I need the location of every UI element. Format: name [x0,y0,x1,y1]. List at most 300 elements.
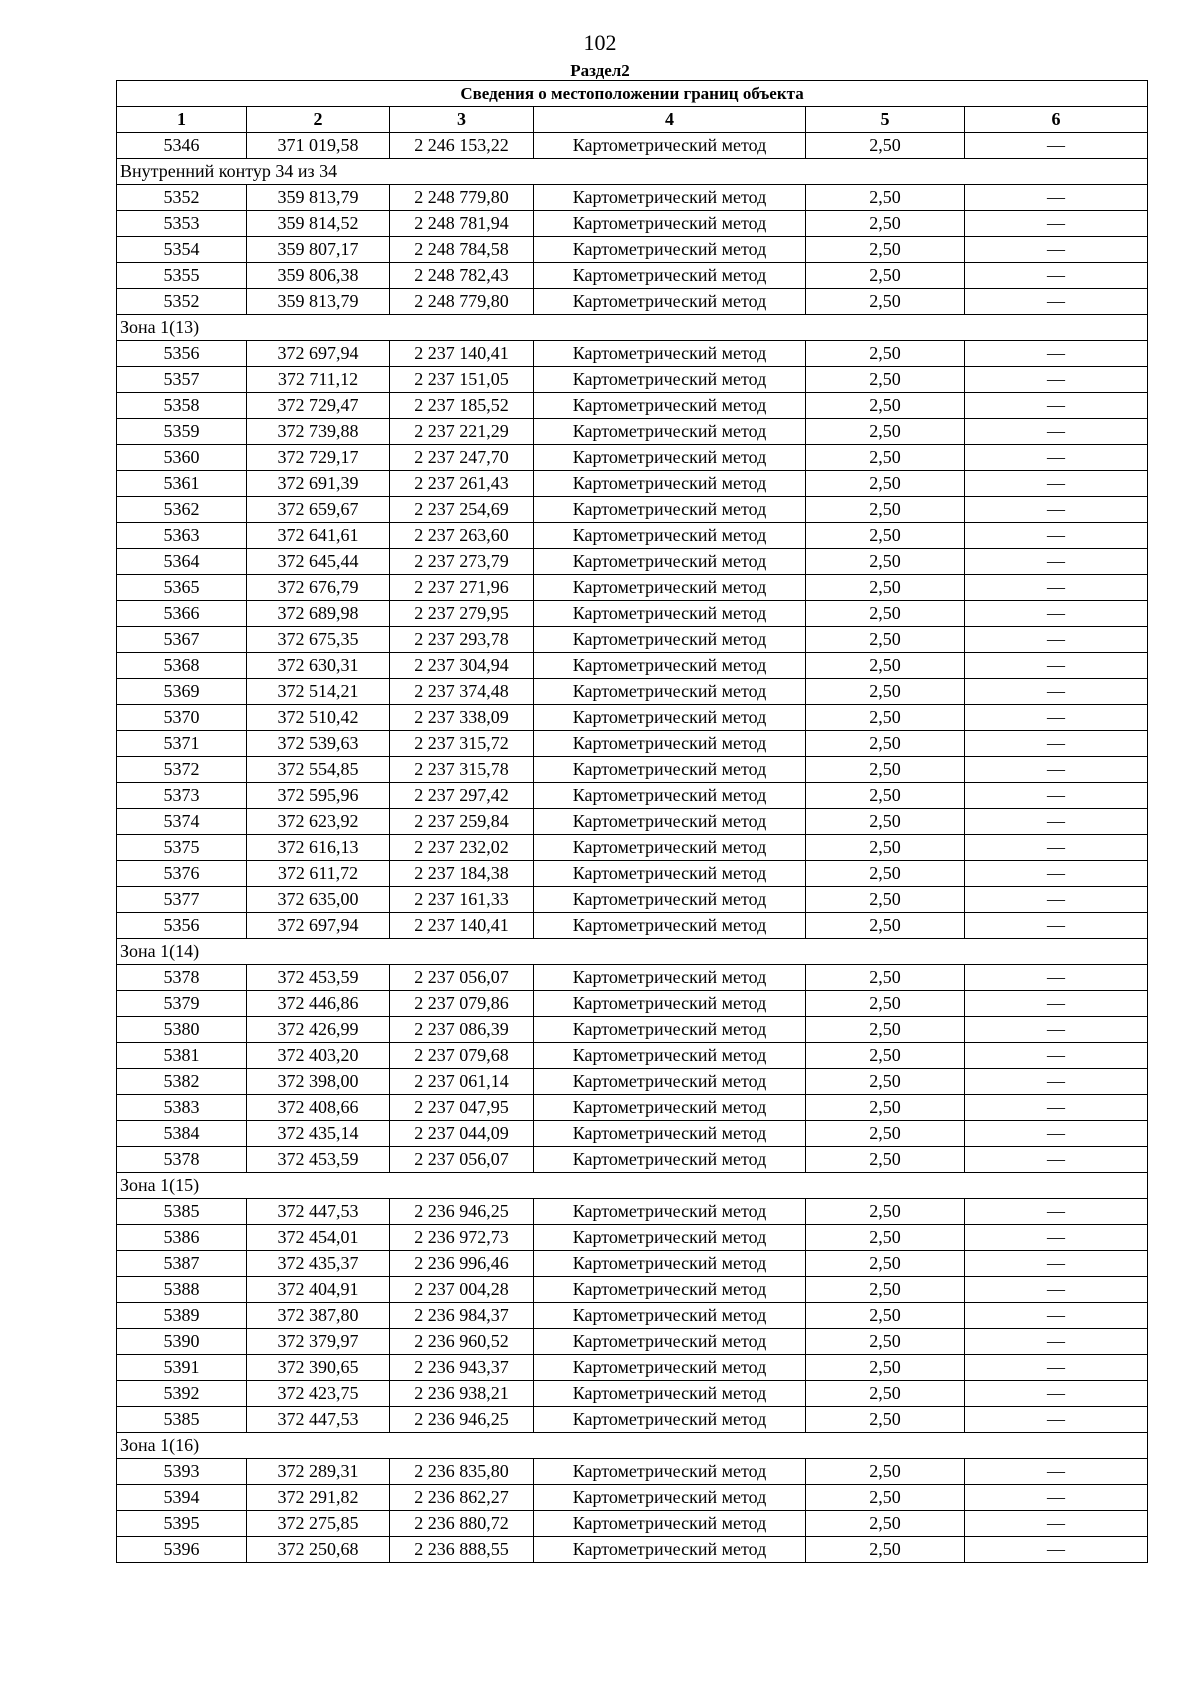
point-number-cell: 5378 [117,965,247,991]
accuracy-cell: 2,50 [806,1329,965,1355]
table-row [117,1303,1148,1329]
note-cell: — [965,1407,1148,1433]
table-row [117,1485,1148,1511]
x-coordinate-cell: 372 403,20 [247,1043,390,1069]
table-row [117,237,1148,263]
y-coordinate-cell: 2 248 779,80 [390,185,534,211]
y-coordinate-cell: 2 237 056,07 [390,965,534,991]
x-coordinate-cell: 372 676,79 [247,575,390,601]
x-coordinate-cell: 372 691,39 [247,471,390,497]
table-row [117,731,1148,757]
accuracy-cell: 2,50 [806,1095,965,1121]
x-coordinate-cell: 372 630,31 [247,653,390,679]
table-row [117,757,1148,783]
accuracy-cell: 2,50 [806,497,965,523]
y-coordinate-cell: 2 237 315,78 [390,757,534,783]
method-cell: Картометрический метод [534,1251,806,1277]
note-cell: — [965,653,1148,679]
method-cell: Картометрический метод [534,1095,806,1121]
point-number-cell: 5389 [117,1303,247,1329]
group-label: Зона 1(15) [117,1173,1148,1199]
point-number-cell: 5372 [117,757,247,783]
x-coordinate-cell: 372 595,96 [247,783,390,809]
point-number-cell: 5353 [117,211,247,237]
point-number-cell: 5392 [117,1381,247,1407]
table-row [117,653,1148,679]
y-coordinate-cell: 2 248 782,43 [390,263,534,289]
note-cell: — [965,783,1148,809]
section-title: Раздел2 [570,61,630,80]
y-coordinate-cell: 2 237 254,69 [390,497,534,523]
x-coordinate-cell: 372 616,13 [247,835,390,861]
method-cell: Картометрический метод [534,289,806,315]
table-row [117,211,1148,237]
x-coordinate-cell: 372 408,66 [247,1095,390,1121]
accuracy-cell: 2,50 [806,1381,965,1407]
y-coordinate-cell: 2 236 946,25 [390,1407,534,1433]
note-cell: — [965,523,1148,549]
y-coordinate-cell: 2 237 047,95 [390,1095,534,1121]
point-number-cell: 5356 [117,913,247,939]
method-cell: Картометрический метод [534,913,806,939]
point-number-cell: 5368 [117,653,247,679]
note-cell: — [965,913,1148,939]
group-header-row [117,159,1148,185]
method-cell: Картометрический метод [534,575,806,601]
x-coordinate-cell: 359 813,79 [247,185,390,211]
method-cell: Картометрический метод [534,1459,806,1485]
x-coordinate-cell: 372 659,67 [247,497,390,523]
accuracy-cell: 2,50 [806,887,965,913]
method-cell: Картометрический метод [534,1537,806,1563]
column-number-row [117,107,1148,133]
method-cell: Картометрический метод [534,991,806,1017]
table-row [117,809,1148,835]
y-coordinate-cell: 2 248 779,80 [390,289,534,315]
accuracy-cell: 2,50 [806,1121,965,1147]
note-cell: — [965,1069,1148,1095]
point-number-cell: 5356 [117,341,247,367]
accuracy-cell: 2,50 [806,861,965,887]
method-cell: Картометрический метод [534,445,806,471]
x-coordinate-cell: 372 426,99 [247,1017,390,1043]
accuracy-cell: 2,50 [806,809,965,835]
method-cell: Картометрический метод [534,809,806,835]
x-coordinate-cell: 372 729,17 [247,445,390,471]
accuracy-cell: 2,50 [806,705,965,731]
note-cell: — [965,1459,1148,1485]
table-row [117,263,1148,289]
y-coordinate-cell: 2 237 185,52 [390,393,534,419]
accuracy-cell: 2,50 [806,523,965,549]
accuracy-cell: 2,50 [806,445,965,471]
table-row [117,1121,1148,1147]
accuracy-cell: 2,50 [806,549,965,575]
y-coordinate-cell: 2 236 880,72 [390,1511,534,1537]
point-number-cell: 5376 [117,861,247,887]
group-label: Зона 1(13) [117,315,1148,341]
method-cell: Картометрический метод [534,627,806,653]
y-coordinate-cell: 2 237 261,43 [390,471,534,497]
group-header-row [117,939,1148,965]
note-cell: — [965,1511,1148,1537]
table-row [117,783,1148,809]
method-cell: Картометрический метод [534,133,806,159]
accuracy-cell: 2,50 [806,393,965,419]
y-coordinate-cell: 2 236 960,52 [390,1329,534,1355]
note-cell: — [965,211,1148,237]
group-header-row [117,1173,1148,1199]
table-row [117,1407,1148,1433]
method-cell: Картометрический метод [534,1199,806,1225]
point-number-cell: 5395 [117,1511,247,1537]
table-row [117,1355,1148,1381]
note-cell: — [965,835,1148,861]
y-coordinate-cell: 2 236 972,73 [390,1225,534,1251]
point-number-cell: 5363 [117,523,247,549]
x-coordinate-cell: 372 453,59 [247,1147,390,1173]
note-cell: — [965,627,1148,653]
accuracy-cell: 2,50 [806,1225,965,1251]
table-row [117,185,1148,211]
y-coordinate-cell: 2 237 079,68 [390,1043,534,1069]
group-label: Зона 1(14) [117,939,1148,965]
accuracy-cell: 2,50 [806,913,965,939]
x-coordinate-cell: 372 390,65 [247,1355,390,1381]
x-coordinate-cell: 372 689,98 [247,601,390,627]
accuracy-cell: 2,50 [806,263,965,289]
method-cell: Картометрический метод [534,1485,806,1511]
note-cell: — [965,731,1148,757]
accuracy-cell: 2,50 [806,1251,965,1277]
x-coordinate-cell: 372 641,61 [247,523,390,549]
note-cell: — [965,575,1148,601]
method-cell: Картометрический метод [534,1017,806,1043]
group-label: Внутренний контур 34 из 34 [117,159,1148,185]
point-number-cell: 5354 [117,237,247,263]
note-cell: — [965,1017,1148,1043]
accuracy-cell: 2,50 [806,133,965,159]
accuracy-cell: 2,50 [806,991,965,1017]
table-row [117,627,1148,653]
method-cell: Картометрический метод [534,1147,806,1173]
table-row [117,1381,1148,1407]
point-number-cell: 5355 [117,263,247,289]
point-number-cell: 5385 [117,1199,247,1225]
accuracy-cell: 2,50 [806,1537,965,1563]
note-cell: — [965,185,1148,211]
accuracy-cell: 2,50 [806,185,965,211]
y-coordinate-cell: 2 237 271,96 [390,575,534,601]
table-row [117,393,1148,419]
x-coordinate-cell: 372 645,44 [247,549,390,575]
x-coordinate-cell: 372 447,53 [247,1407,390,1433]
method-cell: Картометрический метод [534,1121,806,1147]
y-coordinate-cell: 2 237 315,72 [390,731,534,757]
point-number-cell: 5388 [117,1277,247,1303]
method-cell: Картометрический метод [534,211,806,237]
x-coordinate-cell: 372 514,21 [247,679,390,705]
table-row [117,1199,1148,1225]
table-row [117,1069,1148,1095]
point-number-cell: 5359 [117,419,247,445]
x-coordinate-cell: 372 675,35 [247,627,390,653]
y-coordinate-cell: 2 236 943,37 [390,1355,534,1381]
point-number-cell: 5358 [117,393,247,419]
note-cell: — [965,1355,1148,1381]
point-number-cell: 5364 [117,549,247,575]
table-row [117,1537,1148,1563]
y-coordinate-cell: 2 236 888,55 [390,1537,534,1563]
x-coordinate-cell: 372 510,42 [247,705,390,731]
table-row [117,1017,1148,1043]
method-cell: Картометрический метод [534,1303,806,1329]
table-row [117,679,1148,705]
accuracy-cell: 2,50 [806,783,965,809]
method-cell: Картометрический метод [534,835,806,861]
x-coordinate-cell: 372 446,86 [247,991,390,1017]
method-cell: Картометрический метод [534,341,806,367]
method-cell: Картометрический метод [534,263,806,289]
y-coordinate-cell: 2 237 247,70 [390,445,534,471]
method-cell: Картометрический метод [534,471,806,497]
method-cell: Картометрический метод [534,1511,806,1537]
x-coordinate-cell: 372 454,01 [247,1225,390,1251]
table-row [117,991,1148,1017]
note-cell: — [965,393,1148,419]
note-cell: — [965,965,1148,991]
note-cell: — [965,757,1148,783]
x-coordinate-cell: 372 539,63 [247,731,390,757]
point-number-cell: 5382 [117,1069,247,1095]
y-coordinate-cell: 2 236 946,25 [390,1199,534,1225]
x-coordinate-cell: 372 623,92 [247,809,390,835]
note-cell: — [965,237,1148,263]
table-row [117,523,1148,549]
point-number-cell: 5378 [117,1147,247,1173]
note-cell: — [965,1199,1148,1225]
point-number-cell: 5379 [117,991,247,1017]
accuracy-cell: 2,50 [806,757,965,783]
table-row [117,1251,1148,1277]
point-number-cell: 5390 [117,1329,247,1355]
x-coordinate-cell: 372 398,00 [247,1069,390,1095]
point-number-cell: 5391 [117,1355,247,1381]
point-number-cell: 5365 [117,575,247,601]
method-cell: Картометрический метод [534,965,806,991]
note-cell: — [965,1485,1148,1511]
y-coordinate-cell: 2 236 862,27 [390,1485,534,1511]
note-cell: — [965,809,1148,835]
note-cell: — [965,1043,1148,1069]
table-row [117,289,1148,315]
y-coordinate-cell: 2 237 079,86 [390,991,534,1017]
y-coordinate-cell: 2 237 151,05 [390,367,534,393]
note-cell: — [965,1277,1148,1303]
table-row [117,497,1148,523]
note-cell: — [965,341,1148,367]
group-label: Зона 1(16) [117,1433,1148,1459]
note-cell: — [965,133,1148,159]
note-cell: — [965,861,1148,887]
table-row [117,835,1148,861]
method-cell: Картометрический метод [534,601,806,627]
point-number-cell: 5384 [117,1121,247,1147]
method-cell: Картометрический метод [534,549,806,575]
table-row [117,1043,1148,1069]
x-coordinate-cell: 372 435,37 [247,1251,390,1277]
point-number-cell: 5361 [117,471,247,497]
x-coordinate-cell: 372 289,31 [247,1459,390,1485]
point-number-cell: 5373 [117,783,247,809]
method-cell: Картометрический метод [534,887,806,913]
table-caption-row [117,81,1148,107]
y-coordinate-cell: 2 237 293,78 [390,627,534,653]
y-coordinate-cell: 2 237 221,29 [390,419,534,445]
table-row [117,965,1148,991]
x-coordinate-cell: 372 697,94 [247,341,390,367]
x-coordinate-cell: 372 447,53 [247,1199,390,1225]
point-number-cell: 5381 [117,1043,247,1069]
table-row [117,1095,1148,1121]
note-cell: — [965,1303,1148,1329]
accuracy-cell: 2,50 [806,627,965,653]
point-number-cell: 5375 [117,835,247,861]
table-row [117,913,1148,939]
point-number-cell: 5370 [117,705,247,731]
table-row [117,1147,1148,1173]
x-coordinate-cell: 372 711,12 [247,367,390,393]
column-header: 3 [390,107,534,133]
y-coordinate-cell: 2 237 184,38 [390,861,534,887]
table-row [117,133,1148,159]
table-row [117,1225,1148,1251]
method-cell: Картометрический метод [534,237,806,263]
x-coordinate-cell: 372 611,72 [247,861,390,887]
x-coordinate-cell: 371 019,58 [247,133,390,159]
table-row [117,861,1148,887]
y-coordinate-cell: 2 237 140,41 [390,913,534,939]
note-cell: — [965,497,1148,523]
x-coordinate-cell: 372 379,97 [247,1329,390,1355]
x-coordinate-cell: 372 697,94 [247,913,390,939]
y-coordinate-cell: 2 237 338,09 [390,705,534,731]
method-cell: Картометрический метод [534,1225,806,1251]
note-cell: — [965,1225,1148,1251]
y-coordinate-cell: 2 237 279,95 [390,601,534,627]
table-row [117,1329,1148,1355]
method-cell: Картометрический метод [534,393,806,419]
table-body [117,133,1148,1563]
method-cell: Картометрический метод [534,419,806,445]
table-row [117,1277,1148,1303]
x-coordinate-cell: 372 554,85 [247,757,390,783]
method-cell: Картометрический метод [534,731,806,757]
method-cell: Картометрический метод [534,783,806,809]
x-coordinate-cell: 372 275,85 [247,1511,390,1537]
x-coordinate-cell: 372 423,75 [247,1381,390,1407]
accuracy-cell: 2,50 [806,679,965,705]
point-number-cell: 5393 [117,1459,247,1485]
method-cell: Картометрический метод [534,1407,806,1433]
note-cell: — [965,367,1148,393]
y-coordinate-cell: 2 237 140,41 [390,341,534,367]
y-coordinate-cell: 2 237 086,39 [390,1017,534,1043]
x-coordinate-cell: 359 807,17 [247,237,390,263]
accuracy-cell: 2,50 [806,419,965,445]
note-cell: — [965,991,1148,1017]
point-number-cell: 5386 [117,1225,247,1251]
y-coordinate-cell: 2 237 161,33 [390,887,534,913]
note-cell: — [965,289,1148,315]
x-coordinate-cell: 372 404,91 [247,1277,390,1303]
note-cell: — [965,263,1148,289]
y-coordinate-cell: 2 237 297,42 [390,783,534,809]
method-cell: Картометрический метод [534,497,806,523]
accuracy-cell: 2,50 [806,731,965,757]
point-number-cell: 5362 [117,497,247,523]
page-number: 102 [583,30,617,55]
point-number-cell: 5383 [117,1095,247,1121]
x-coordinate-cell: 359 814,52 [247,211,390,237]
method-cell: Картометрический метод [534,523,806,549]
y-coordinate-cell: 2 236 938,21 [390,1381,534,1407]
accuracy-cell: 2,50 [806,367,965,393]
note-cell: — [965,1537,1148,1563]
accuracy-cell: 2,50 [806,835,965,861]
x-coordinate-cell: 372 453,59 [247,965,390,991]
note-cell: — [965,1329,1148,1355]
point-number-cell: 5377 [117,887,247,913]
accuracy-cell: 2,50 [806,965,965,991]
note-cell: — [965,705,1148,731]
point-number-cell: 5352 [117,185,247,211]
note-cell: — [965,1095,1148,1121]
accuracy-cell: 2,50 [806,211,965,237]
accuracy-cell: 2,50 [806,1355,965,1381]
method-cell: Картометрический метод [534,367,806,393]
accuracy-cell: 2,50 [806,341,965,367]
x-coordinate-cell: 372 435,14 [247,1121,390,1147]
note-cell: — [965,419,1148,445]
note-cell: — [965,679,1148,705]
note-cell: — [965,1147,1148,1173]
y-coordinate-cell: 2 236 835,80 [390,1459,534,1485]
table-row [117,549,1148,575]
accuracy-cell: 2,50 [806,1277,965,1303]
accuracy-cell: 2,50 [806,653,965,679]
x-coordinate-cell: 372 387,80 [247,1303,390,1329]
note-cell: — [965,445,1148,471]
table-row [117,1511,1148,1537]
table-row [117,601,1148,627]
accuracy-cell: 2,50 [806,1511,965,1537]
coordinates-table [116,80,1148,1563]
point-number-cell: 5396 [117,1537,247,1563]
point-number-cell: 5357 [117,367,247,393]
column-header: 4 [534,107,806,133]
table-row [117,705,1148,731]
method-cell: Картометрический метод [534,1277,806,1303]
column-header: 6 [965,107,1148,133]
point-number-cell: 5371 [117,731,247,757]
group-header-row [117,315,1148,341]
table-row [117,471,1148,497]
method-cell: Картометрический метод [534,1355,806,1381]
accuracy-cell: 2,50 [806,1017,965,1043]
accuracy-cell: 2,50 [806,289,965,315]
point-number-cell: 5352 [117,289,247,315]
